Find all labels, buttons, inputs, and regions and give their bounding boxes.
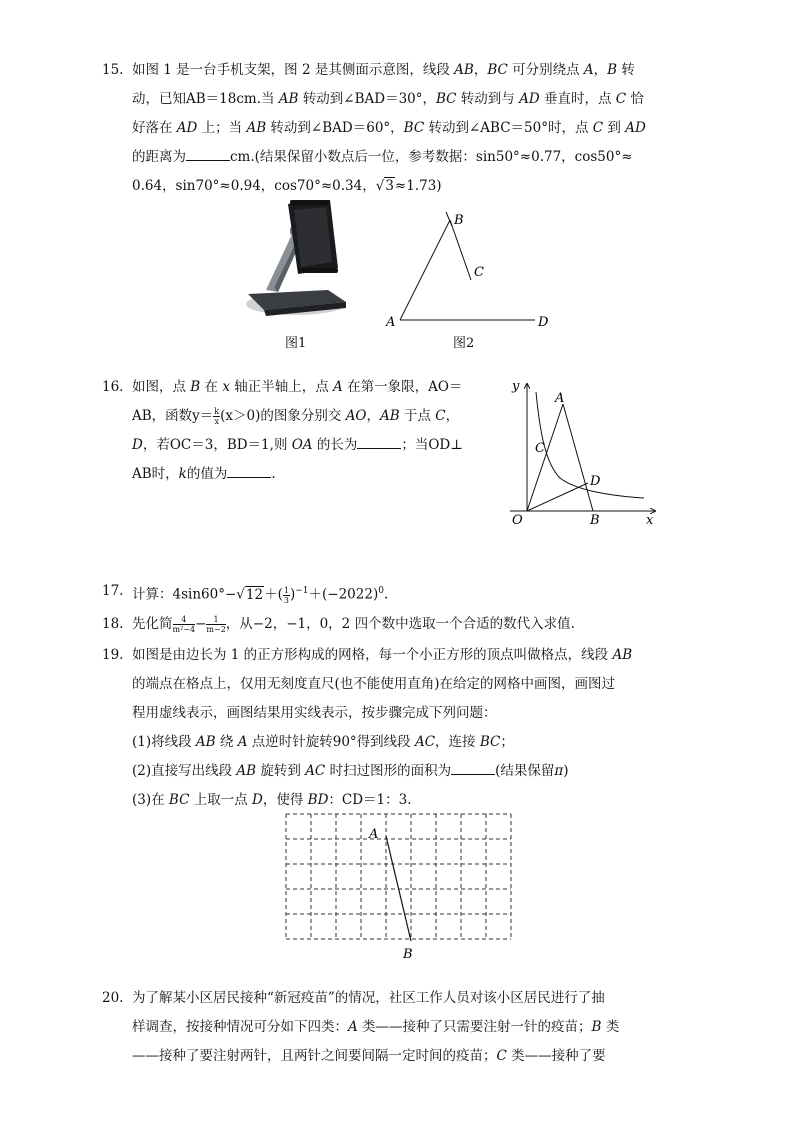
var: AO [345,408,367,424]
text: 计算：4sin60°− [132,586,237,603]
label-A: A [555,391,565,406]
var: D [132,437,143,453]
q16-line-2 [132,402,462,431]
label-C: C [474,265,484,280]
var: k [178,466,187,482]
text: ，使得 [262,792,308,808]
var: AC [414,734,436,750]
var: AD [625,120,646,136]
text: 点逆时针旋转90°得到线段 [247,734,415,750]
numerator: 1 [206,615,225,625]
sqrt-12: 12 [245,586,264,603]
text: ：CD＝1：3. [328,792,412,808]
denominator: x [214,417,219,426]
grid-lines [286,814,511,939]
text: ＋( [264,586,283,603]
var: BC [168,792,190,808]
text: ＋(−2022) [308,586,379,603]
label-B: B [403,947,413,960]
text: 转动到∠BAD＝60°， [266,120,404,136]
question-number: 16. [102,379,124,395]
text: 恰 [626,91,644,107]
var: C [615,91,627,107]
text: AB时， [132,466,179,482]
text: 到 [603,120,626,136]
label-D: D [538,315,549,330]
holder-top-clip [290,200,330,205]
var: AB [236,763,257,779]
fraction-one-third [283,586,290,605]
question-number: 19. [102,647,124,663]
var: B [190,379,201,395]
sqrt-3: 3 [385,178,394,194]
text: ， [445,408,460,424]
question-19 [102,641,662,815]
var: D [252,792,263,808]
var: BD [307,792,329,808]
fraction-1-over-m-2 [206,615,225,634]
label-D: D [590,474,601,489]
origin-label: O [512,513,523,528]
var: BC [436,91,457,107]
label-C: C [535,441,545,456]
text: (x＞0)的图象分别交 [220,408,346,424]
var: A [348,1019,358,1035]
numerator: k [214,407,220,416]
question-16 [102,373,463,489]
label-A: A [369,827,379,842]
text: ， [366,408,381,424]
q15-line-5: 0.64，sin70°≈0.94，cos70°≈0.34，√3≈1.73) [132,178,442,194]
var: AB [246,120,267,136]
y-axis-label: y [512,379,520,394]
question-17 [102,577,662,610]
text: ≈1.73) [394,178,442,194]
numerator: 1 [283,585,289,595]
phone-stand-figure [238,198,354,326]
denominator: 3 [283,595,289,605]
text: 先化简 [132,616,173,632]
var: C [435,408,446,424]
numerator: 4 [173,615,196,625]
answer-blank[interactable] [357,434,401,449]
q19-step-1 [132,728,662,757]
var: AC [305,763,326,779]
figure-1-caption: 图1 [285,336,307,351]
text: 上取一点 [189,792,253,808]
text: 类——接种了只需要注射一针的疫苗； [357,1019,592,1035]
text: 上；当 [197,120,247,136]
segment-AB [400,220,450,320]
text: 的长为 [312,437,358,453]
var: B [591,1019,602,1035]
text: ； [500,734,514,750]
q15-line-4 [132,143,662,172]
q19-line-3: 程用虚线表示，画图结果用实线表示，按步骤完成下列问题： [132,705,497,721]
text: ；当OD⊥ [401,437,463,453]
answer-blank[interactable] [451,760,495,775]
q19-step-2 [132,757,662,786]
question-15 [102,56,662,201]
var: AD [176,120,198,136]
question-number: 20. [102,990,124,1006]
label-A: A [386,315,396,330]
text: . [383,586,389,603]
var: OA [291,437,313,453]
var: BC [479,734,501,750]
q20-line-3 [132,1042,662,1071]
q18-line [132,610,662,639]
question-18 [102,610,662,639]
var: BC [403,120,425,136]
text: . [271,466,276,482]
text: 在第一象限，AO＝ [342,379,463,395]
q16-line-1 [132,373,462,402]
holder-bottom-clip [298,268,338,273]
text: 转动到∠BAD＝30°， [298,91,436,107]
var: A [237,734,248,750]
label-B: B [590,513,600,528]
q16-coordinate-graph [500,374,664,530]
text: (1)将线段 [132,734,196,750]
text: 如图是由边长为 1 的正方形构成的网格，每一个小正方形的顶点叫做格点，线段 [132,647,613,663]
fraction-4-over-m2-4 [173,615,196,634]
segment-OA [527,404,563,511]
text: 时扫过图形的面积为 [325,763,452,779]
q15-line-1 [132,56,662,85]
text: (2)直接写出线段 [132,763,237,779]
exponent: 0 [378,586,384,596]
text: 转动到与 [456,91,520,107]
var: B [607,62,618,78]
question-number: 18. [102,616,124,632]
q20-line-1: 为了解某小区居民接种“新冠疫苗”的情况，社区工作人员对该小区居民进行了抽 [132,990,605,1006]
text: ——接种了要注射两针，且两针之间要间隔一定时间的疫苗； [132,1048,497,1064]
text: ) [289,586,296,603]
text: ) [563,763,569,779]
var: C [592,120,604,136]
text: 在 [200,379,223,395]
text: 类——接种了要 [506,1048,606,1064]
text: 如图，点 [132,379,191,395]
pivot-mark [446,212,452,226]
label-B: B [454,213,464,228]
q19-line-1 [132,641,662,670]
question-number: 15. [102,62,124,78]
text: 好落在 [132,120,177,136]
q19-dashed-grid [278,808,518,960]
q19-line-2: 的端点在格点上，仅用无刻度直尺(也不能使用直角)在给定的网格中画图，画图过 [132,676,616,692]
text: 旋转到 [256,763,306,779]
var: AB [612,647,633,663]
text: ，从−2，−1，0，2 四个数中选取一个合适的数代入求值. [225,616,575,632]
text: (结果保留 [495,763,555,779]
text: − [195,616,207,632]
var: C [496,1048,507,1064]
segment-BC [450,220,471,280]
text: ，连接 [435,734,480,750]
question-20 [102,984,662,1071]
var: AB [195,734,216,750]
text: ，若OC＝3，BD＝1,则 [142,437,292,453]
text: 可分别绕点 [507,62,584,78]
text: 动，已知AB＝18cm.当 [132,91,279,107]
text: 于点 [399,408,436,424]
text: AB，函数y＝ [132,408,214,424]
answer-blank[interactable] [227,463,271,478]
var: A [583,62,594,78]
segment-AB [563,404,593,511]
text: 的值为 [186,466,228,482]
figure-2-diagram [380,200,560,330]
text: 转 [617,62,635,78]
var: AB [278,91,299,107]
var: AB [454,62,474,78]
text: 如图 1 是一台手机支架，图 2 是其侧面示意图，线段 [132,62,455,78]
text: ， [473,62,488,78]
text: (3)在 [132,792,169,808]
denominator: m²−4 [172,625,196,634]
q15-line-3 [132,114,662,143]
var: A [333,379,343,395]
var: BC [487,62,508,78]
exponent: −1 [295,586,309,596]
var: AB [380,408,400,424]
text: 的距离为 [132,149,186,165]
q16-line-3 [132,431,462,460]
x-axis-label: x [646,513,654,528]
text: 垂直时，点 [539,91,616,107]
text: 样调查，按接种情况可分如下四类： [132,1019,348,1035]
text: cm.(结果保留小数点后一位，参考数据：sin50°≈0.77，cos50°≈ [230,149,633,165]
denominator: m−2 [206,625,226,634]
question-number: 17. [102,583,124,599]
q17-line: 计算：4sin60°−√12＋( $\frac{1}{3}$ )$^{-1}+(-2022)^0$. [132,585,389,605]
q15-line-2 [132,85,662,114]
figure-2-caption: 图2 [453,336,475,351]
var: AD [519,91,540,107]
text: 轴正半轴上，点 [229,379,334,395]
text: ， [593,62,608,78]
text: 0.64，sin70°≈0.94，cos70°≈0.34， [132,178,376,194]
var: π [554,763,564,779]
q20-line-2 [132,1013,662,1042]
answer-blank[interactable] [186,146,230,161]
text: 转动到∠ABC＝50°时，点 [424,120,593,136]
text: 类 [601,1019,620,1035]
var: x [222,379,230,395]
q16-line-4 [132,460,462,489]
text: 绕 [215,734,238,750]
